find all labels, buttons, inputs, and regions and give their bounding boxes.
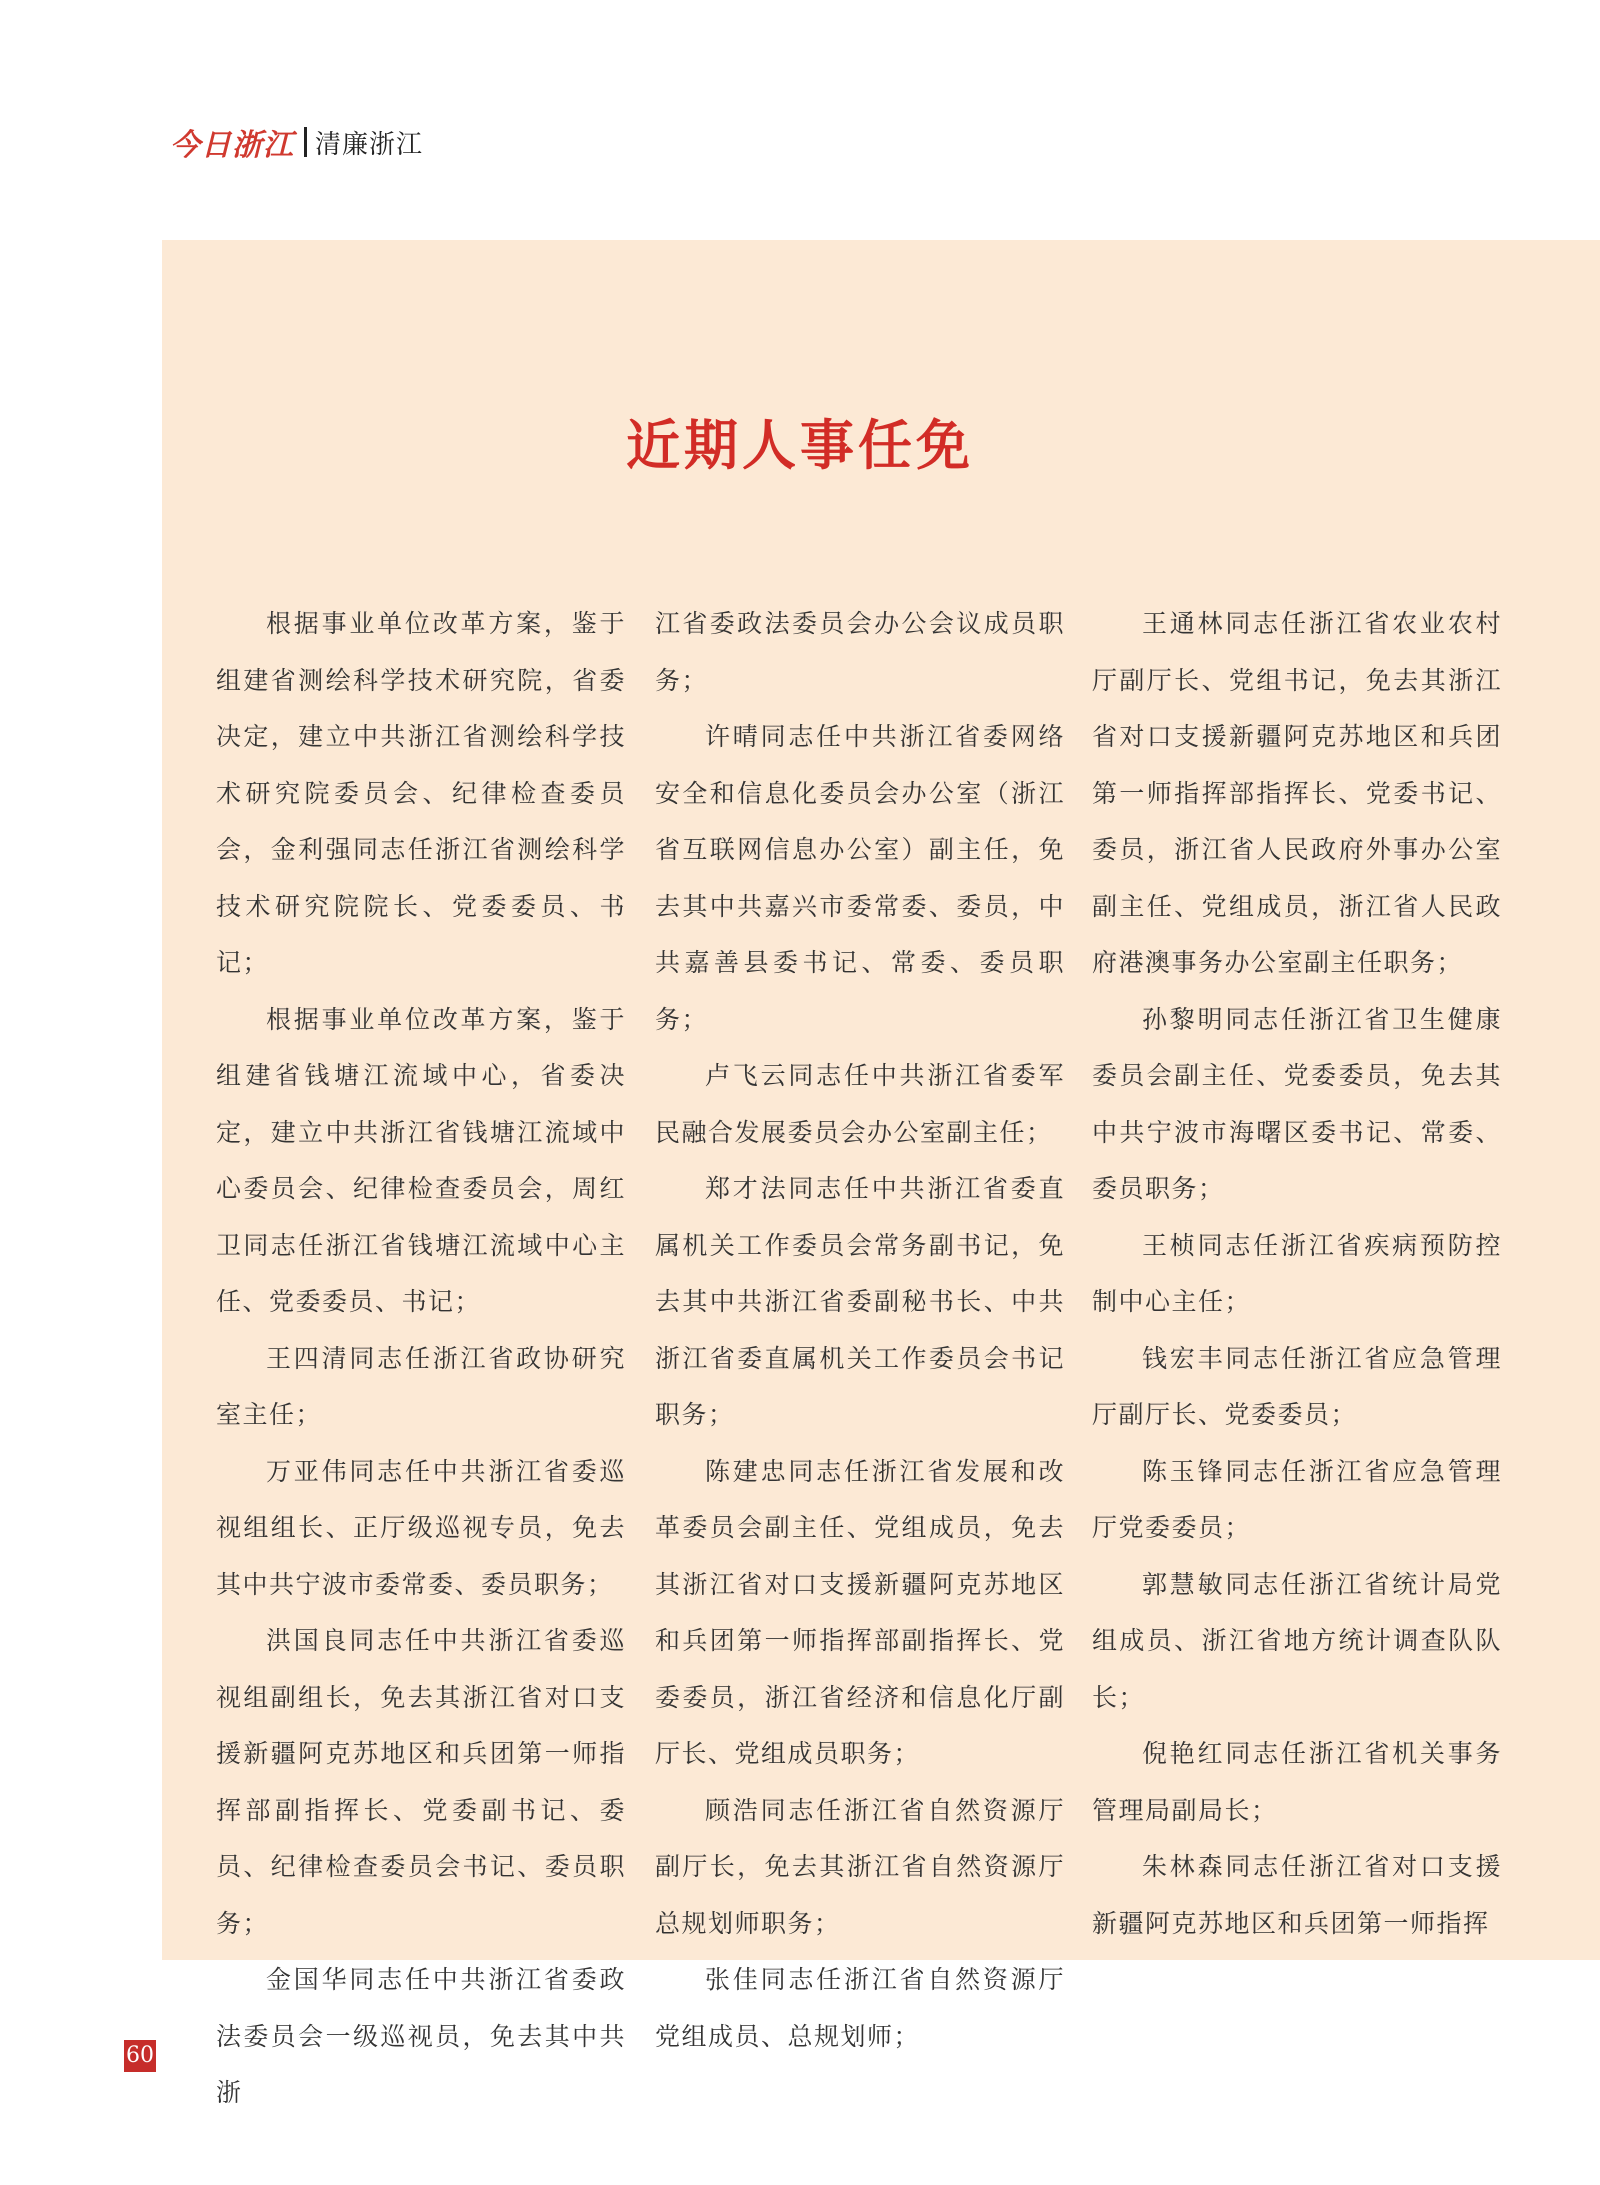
header-divider: [304, 127, 307, 157]
paragraph: 王四清同志任浙江省政协研究室主任；: [216, 1343, 626, 1429]
paragraph: 郑才法同志任中共浙江省委直属机关工作委员会常务副书记，免去其中共浙江省委副秘书长、中共浙江省委直属机关工作委员会书记职务；: [655, 1174, 1065, 1429]
paragraph: 钱宏丰同志任浙江省应急管理厅副厅长、党委委员；: [1092, 1343, 1502, 1429]
magazine-logo: 今日浙江: [170, 128, 294, 163]
page-number: 60: [124, 2040, 156, 2072]
paragraph: 卢飞云同志任中共浙江省委军民融合发展委员会办公室副主任；: [655, 1061, 1065, 1147]
paragraph: 江省委政法委员会办公会议成员职务；: [655, 609, 1065, 695]
paragraph: 陈玉锋同志任浙江省应急管理厅党委委员；: [1092, 1456, 1502, 1542]
paragraph: 张佳同志任浙江省自然资源厅党组成员、总规划师；: [655, 1965, 1065, 2051]
paragraph: 洪国良同志任中共浙江省委巡视组副组长，免去其浙江省对口支援新疆阿克苏地区和兵团第一师指挥部副指挥长、党委副书记、委员、纪律检查委员会书记、委员职务；: [216, 1626, 626, 1938]
section-name: 清廉浙江: [315, 129, 424, 160]
paragraph: 根据事业单位改革方案，鉴于组建省测绘科学技术研究院，省委决定，建立中共浙江省测绘科学技术研究院委员会、纪律检查委员会，金利强同志任浙江省测绘科学技术研究院院长、党委委员、书记；: [216, 609, 626, 977]
paragraph: 许晴同志任中共浙江省委网络安全和信息化委员会办公室（浙江省互联网信息办公室）副主任，免去其中共嘉兴市委常委、委员，中共嘉善县委书记、常委、委员职务；: [655, 722, 1065, 1034]
paragraph: 万亚伟同志任中共浙江省委巡视组组长、正厅级巡视专员，免去其中共宁波市委常委、委员职务；: [216, 1456, 626, 1599]
paragraph: 陈建忠同志任浙江省发展和改革委员会副主任、党组成员，免去其浙江省对口支援新疆阿克苏地区和兵团第一师指挥部副指挥长、党委委员，浙江省经济和信息化厅副厅长、党组成员职务；: [655, 1456, 1065, 1768]
article-title: 近期人事任免: [626, 413, 974, 477]
paragraph: 朱林森同志任浙江省对口支援新疆阿克苏地区和兵团第一师指挥: [1092, 1852, 1502, 1938]
paragraph: 王通林同志任浙江省农业农村厅副厅长、党组书记，免去其浙江省对口支援新疆阿克苏地区和兵团第一师指挥部指挥长、党委书记、委员，浙江省人民政府外事办公室副主任、党组成员，浙江省人民政府港澳事务办公室副主任职务；: [1092, 609, 1502, 977]
magazine-header: [170, 122, 423, 162]
paragraph: 根据事业单位改革方案，鉴于组建省钱塘江流域中心，省委决定，建立中共浙江省钱塘江流域中心委员会、纪律检查委员会，周红卫同志任浙江省钱塘江流域中心主任、党委委员、书记；: [216, 1004, 626, 1316]
paragraph: 王桢同志任浙江省疾病预防控制中心主任；: [1092, 1230, 1502, 1316]
text-column-1: [216, 596, 626, 2122]
text-column-3: [1092, 596, 1502, 1952]
paragraph: 郭慧敏同志任浙江省统计局党组成员、浙江省地方统计调查队队长；: [1092, 1569, 1502, 1712]
text-column-2: [655, 596, 1065, 2065]
paragraph: 顾浩同志任浙江省自然资源厅副厅长，免去其浙江省自然资源厅总规划师职务；: [655, 1795, 1065, 1938]
paragraph: 孙黎明同志任浙江省卫生健康委员会副主任、党委委员，免去其中共宁波市海曙区委书记、常委、委员职务；: [1092, 1004, 1502, 1203]
paragraph: 倪艳红同志任浙江省机关事务管理局副局长；: [1092, 1739, 1502, 1825]
paragraph: 金国华同志任中共浙江省委政法委员会一级巡视员，免去其中共浙: [216, 1965, 626, 2107]
